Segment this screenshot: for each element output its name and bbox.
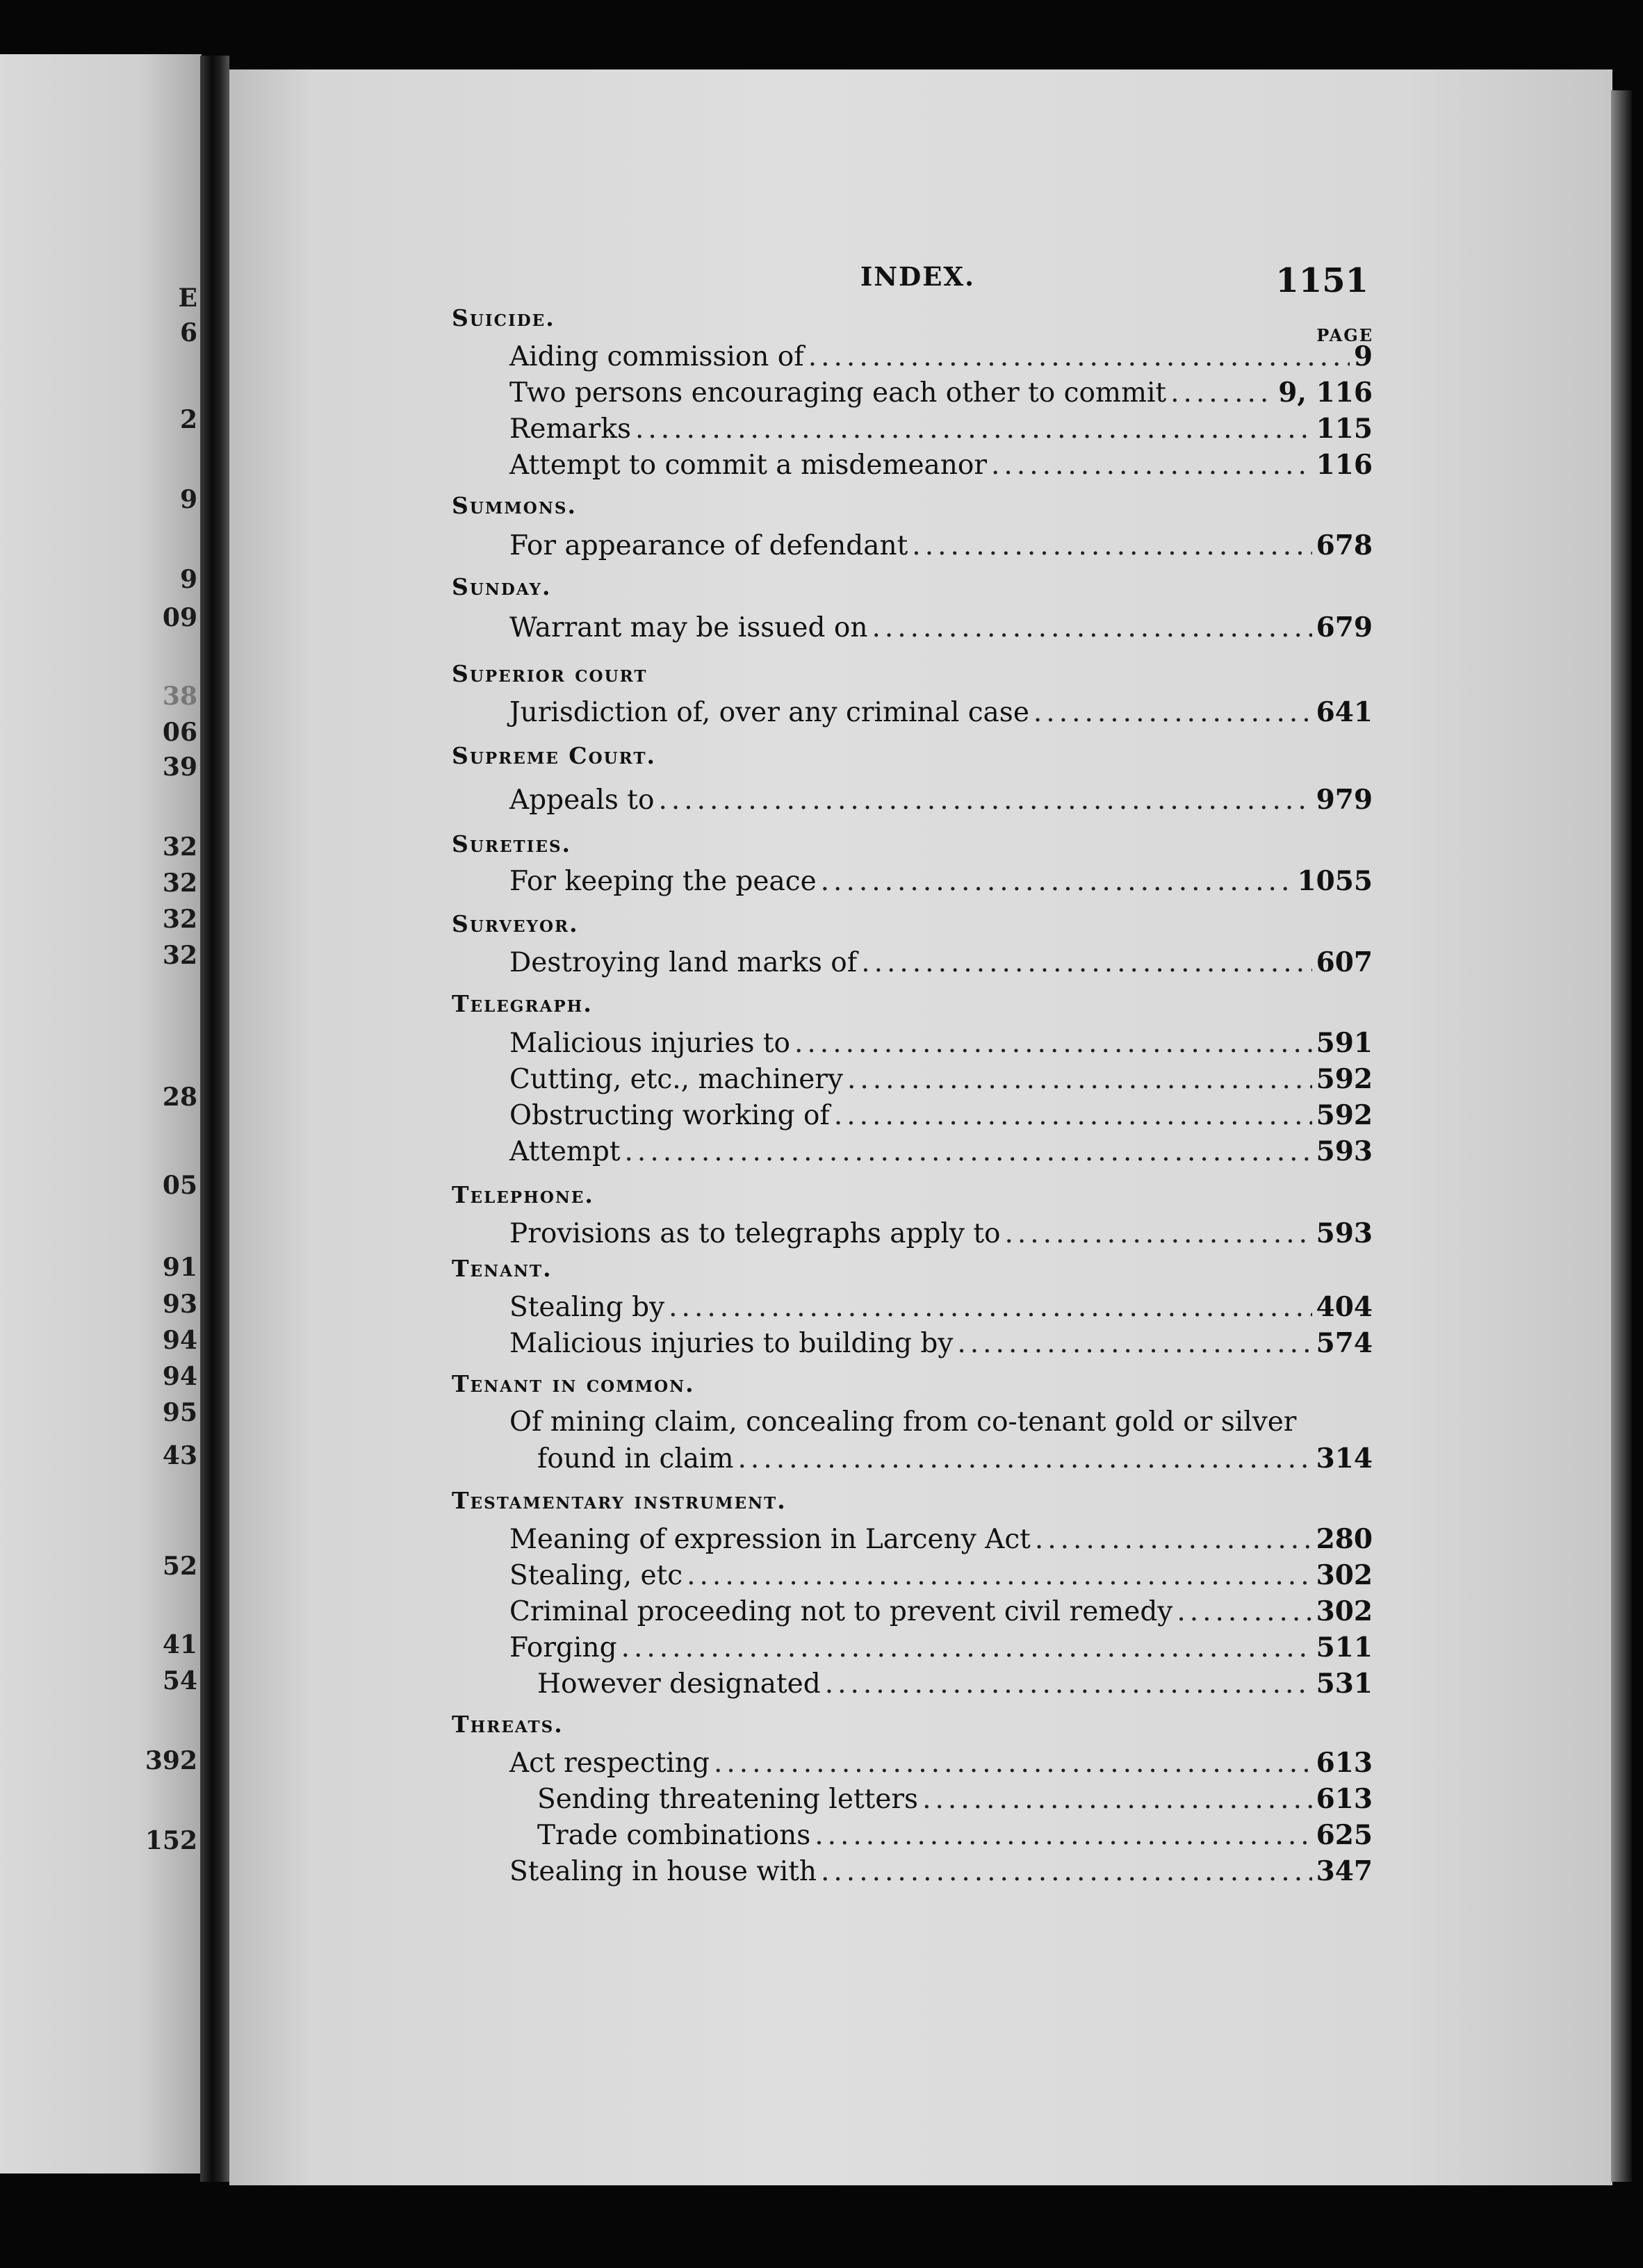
index-entry: Two persons encouraging each other to commit ..... 9, 116	[509, 377, 1373, 409]
facing-page-fragment: 94	[162, 1326, 197, 1355]
index-entry: Trade combinations ..... 625	[537, 1819, 1373, 1851]
index-entry: found in claim ..... 314	[537, 1443, 1373, 1474]
facing-page-fragment: 28	[162, 1083, 197, 1112]
page-edge	[1611, 90, 1632, 2182]
facing-page-fragment: 9	[179, 485, 197, 514]
index-entry: For keeping the peace ..... 1055	[509, 865, 1373, 897]
facing-page-fragment: 2	[179, 405, 197, 434]
index-entry-first-line: Of mining claim, concealing from co-tenant gold or silver	[509, 1406, 1297, 1438]
index-heading: Sunday.	[452, 573, 552, 600]
index-entry: However designated ..... 531	[537, 1668, 1373, 1700]
index-heading: Supreme Court.	[452, 742, 656, 769]
index-heading: Suicide.	[452, 304, 555, 331]
facing-page-fragment: 09	[162, 603, 197, 632]
facing-page-fragment: 32	[162, 832, 197, 862]
facing-page-fragment: 32	[162, 905, 197, 934]
running-title: INDEX.	[860, 261, 976, 292]
index-entry: Sending threatening letters ..... 613	[537, 1783, 1373, 1815]
facing-page-fragment: 152	[145, 1826, 197, 1855]
facing-page-fragment: 38	[162, 682, 197, 711]
index-heading: Superior court	[452, 660, 648, 687]
index-heading: Sureties.	[452, 830, 572, 857]
index-entry: Remarks ..... 115	[509, 413, 1373, 445]
index-entry: Warrant may be issued on ..... 679	[509, 611, 1373, 643]
index-heading: Tenant in common.	[452, 1370, 695, 1397]
facing-page-fragment: 41	[162, 1630, 197, 1659]
index-entry: Act respecting ..... 613	[509, 1747, 1373, 1779]
facing-page-fragment: 05	[162, 1171, 197, 1200]
index-entry: Forging ..... 511	[509, 1632, 1373, 1663]
facing-page-fragment: 93	[162, 1290, 197, 1319]
index-entry: Obstructing working of ..... 592	[509, 1099, 1373, 1131]
page-column-label: PAGE	[1316, 325, 1373, 345]
facing-page-fragment: 43	[162, 1441, 197, 1470]
book-spine	[200, 56, 229, 2182]
facing-page-fragment: 32	[162, 869, 197, 898]
index-entry: Malicious injuries to building by ..... 574	[509, 1327, 1373, 1359]
facing-page-fragment: 9	[179, 565, 197, 594]
index-entry: Cutting, etc., machinery ..... 592	[509, 1063, 1373, 1095]
index-entry: Malicious injuries to ..... 591	[509, 1027, 1373, 1059]
facing-page-fragment: 94	[162, 1362, 197, 1391]
index-entry: Provisions as to telegraphs apply to ..... 593	[509, 1217, 1373, 1249]
index-heading: Telephone.	[452, 1181, 594, 1208]
index-entry: Aiding commission of ..... 9	[509, 340, 1373, 372]
facing-page-fragment: E	[178, 284, 197, 313]
facing-page-fragment: 91	[162, 1253, 197, 1282]
index-entry: Criminal proceeding not to prevent civil remedy ..... 302	[509, 1595, 1373, 1627]
index-entry: Jurisdiction of, over any criminal case ..... 641	[509, 696, 1373, 728]
facing-page-fragment: 54	[162, 1666, 197, 1695]
index-entry: Attempt to commit a misdemeanor ..... 116	[509, 449, 1373, 481]
facing-page-fragment: 39	[162, 753, 197, 782]
facing-page-fragment: 392	[145, 1746, 197, 1775]
facing-page-fragment: 52	[162, 1552, 197, 1581]
index-entry: Attempt ..... 593	[509, 1135, 1373, 1167]
index-heading: Threats.	[452, 1711, 564, 1738]
index-entry: Meaning of expression in Larceny Act ..... 280	[509, 1523, 1373, 1555]
index-entry: Appeals to ..... 979	[509, 784, 1373, 816]
index-entry: Stealing in house with ..... 347	[509, 1855, 1373, 1887]
page-number: 1151	[1275, 261, 1368, 300]
facing-page-fragment: 6	[179, 318, 197, 347]
index-entry: Stealing, etc ..... 302	[509, 1559, 1373, 1591]
index-entry: Destroying land marks of ..... 607	[509, 946, 1373, 978]
facing-page-fragment: 32	[162, 941, 197, 970]
facing-page-fragment: 95	[162, 1398, 197, 1427]
index-entry: Stealing by ..... 404	[509, 1291, 1373, 1323]
facing-page-fragment: 06	[162, 718, 197, 747]
facing-page	[0, 54, 202, 2174]
index-heading: Summons.	[452, 492, 577, 519]
index-entry: For appearance of defendant ..... 678	[509, 529, 1373, 561]
index-heading: Testamentary instrument.	[452, 1487, 787, 1514]
index-heading: Tenant.	[452, 1255, 553, 1282]
index-heading: Telegraph.	[452, 990, 593, 1017]
index-heading: Surveyor.	[452, 910, 579, 937]
